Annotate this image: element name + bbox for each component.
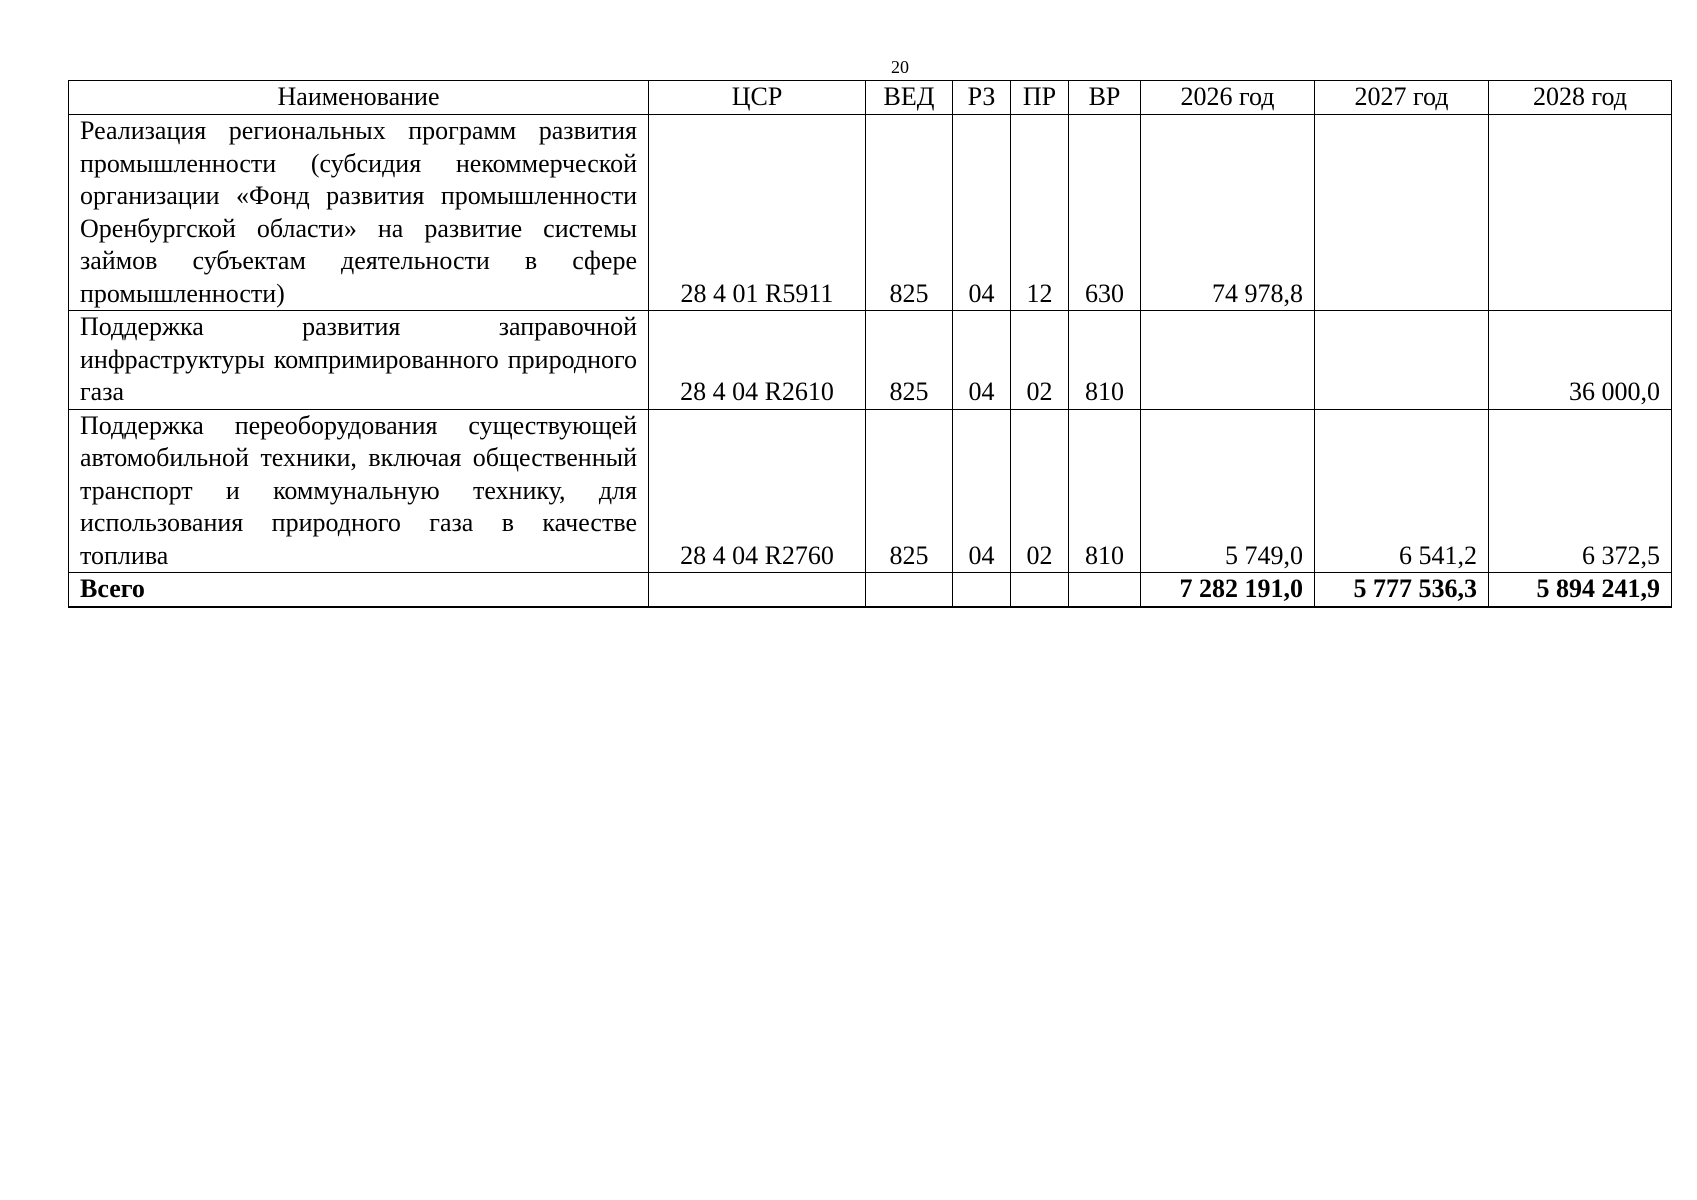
row-name: Поддержка развития заправочной инфраструктуры компримированного природного газа	[69, 311, 649, 410]
row-rz: 04	[953, 311, 1011, 410]
row-pr: 02	[1011, 311, 1069, 410]
row-2028	[1489, 115, 1672, 311]
row-2026	[1141, 311, 1315, 410]
table-header	[69, 81, 1672, 115]
header-ved: ВЕД	[866, 81, 953, 115]
total-empty-cell	[953, 573, 1011, 608]
row-csr: 28 4 04 R2760	[649, 409, 866, 573]
row-2028: 36 000,0	[1489, 311, 1672, 410]
row-vr: 630	[1069, 115, 1141, 311]
header-pr: ПР	[1011, 81, 1069, 115]
page-number: 20	[891, 57, 909, 77]
row-pr: 12	[1011, 115, 1069, 311]
row-2027	[1315, 115, 1489, 311]
row-vr: 810	[1069, 311, 1141, 410]
table-row	[69, 409, 1672, 573]
row-ved: 825	[866, 409, 953, 573]
row-ved: 825	[866, 115, 953, 311]
header-rz: РЗ	[953, 81, 1011, 115]
table-row	[69, 115, 1672, 311]
row-ved: 825	[866, 311, 953, 410]
row-2026: 74 978,8	[1141, 115, 1315, 311]
row-csr: 28 4 01 R5911	[649, 115, 866, 311]
row-2026: 5 749,0	[1141, 409, 1315, 573]
row-rz: 04	[953, 115, 1011, 311]
total-2027: 5 777 536,3	[1315, 573, 1489, 608]
header-2028: 2028 год	[1489, 81, 1672, 115]
row-2027	[1315, 311, 1489, 410]
total-empty-cell	[649, 573, 866, 608]
budget-table	[68, 80, 1672, 608]
header-csr: ЦСР	[649, 81, 866, 115]
total-row	[69, 573, 1672, 608]
total-empty-cell	[866, 573, 953, 608]
header-name: Наименование	[69, 81, 649, 115]
total-2026: 7 282 191,0	[1141, 573, 1315, 608]
row-name: Поддержка переоборудования существующей автомобильной техники, включая общественный транспорт и коммунальную технику, для использования природного газа в качестве топлива	[69, 409, 649, 573]
header-2026: 2026 год	[1141, 81, 1315, 115]
total-empty-cell	[1011, 573, 1069, 608]
total-label: Всего	[69, 573, 649, 608]
row-name: Реализация региональных программ развития промышленности (субсидия некоммерческой организации «Фонд развития промышленности Оренбургской области» на развитие системы займов субъектам деятельности в сфере промышленности)	[69, 115, 649, 311]
row-vr: 810	[1069, 409, 1141, 573]
row-pr: 02	[1011, 409, 1069, 573]
row-rz: 04	[953, 409, 1011, 573]
row-2028: 6 372,5	[1489, 409, 1672, 573]
row-csr: 28 4 04 R2610	[649, 311, 866, 410]
header-row	[69, 81, 1672, 115]
table-row	[69, 311, 1672, 410]
total-empty-cell	[1069, 573, 1141, 608]
header-vr: ВР	[1069, 81, 1141, 115]
header-2027: 2027 год	[1315, 81, 1489, 115]
row-2027: 6 541,2	[1315, 409, 1489, 573]
total-2028: 5 894 241,9	[1489, 573, 1672, 608]
